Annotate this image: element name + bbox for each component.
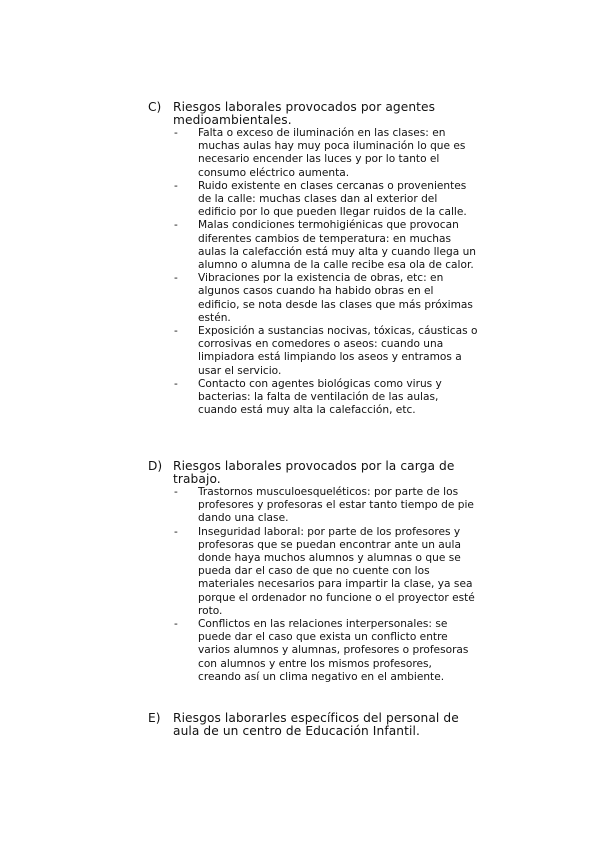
- section-letter: E): [148, 711, 161, 725]
- bullet-mark: -: [174, 618, 178, 631]
- bullet-list: [174, 486, 478, 684]
- bullet-mark: -: [174, 486, 178, 498]
- list-item: [174, 378, 478, 418]
- bullet-text: Falta o exceso de iluminación en las clases: en muchas aulas hay muy poca iluminación lo que es necesario encender las luces y por lo tanto el consumo eléctrico aumenta.: [198, 127, 466, 179]
- bullet-mark: -: [174, 272, 178, 285]
- section-heading: [148, 712, 478, 737]
- list-item: [174, 180, 478, 220]
- bullet-mark: -: [174, 219, 178, 232]
- section-e: [148, 712, 478, 737]
- bullet-mark: -: [174, 525, 178, 538]
- section-heading: [148, 460, 478, 485]
- section-c: [148, 101, 478, 417]
- section-letter: C): [148, 100, 162, 114]
- list-item: [174, 127, 478, 180]
- section-title: Riesgos laborales provocados por agentes medioambientales.: [173, 100, 436, 127]
- bullet-mark: -: [174, 325, 178, 338]
- section-title: Riesgos laborarles específicos del personal de aula de un centro de Educación Infantil.: [173, 711, 459, 738]
- list-item: [174, 486, 478, 526]
- bullet-text: Conflictos en las relaciones interpersonales: se puede dar el caso que exista un conflicto entre varios alumnos y alumnas, profesores o profesoras con alumnos y entre los mismos profesores, creando así un clima negativo en el ambiente.: [198, 618, 469, 683]
- section-d: [148, 460, 478, 684]
- section-title: Riesgos laborales provocados por la carga de trabajo.: [173, 459, 455, 486]
- list-item: [174, 325, 478, 378]
- list-item: [174, 219, 478, 272]
- bullet-text: Vibraciones por la existencia de obras, etc: en algunos casos cuando ha habido obras en el edificio, se nota desde las clases que más próximas estén.: [198, 272, 473, 324]
- section-heading: [148, 101, 478, 126]
- bullet-mark: -: [174, 179, 178, 192]
- bullet-text: Contacto con agentes biológicas como virus y bacterias: la falta de ventilación de las aulas, cuando está muy alta la calefacción, etc.: [198, 377, 442, 417]
- list-item: [174, 526, 478, 618]
- section-letter: D): [148, 459, 163, 473]
- list-item: [174, 272, 478, 325]
- bullet-text: Exposición a sustancias nocivas, tóxicas, cáusticas o corrosivas en comedores o aseos: cuando una limpiadora está limpiando los aseos y entramos a usar el servicio.: [198, 325, 478, 377]
- bullet-text: Inseguridad laboral: por parte de los profesores y profesoras que se puedan encontrar ante un aula donde haya muchos alumnos y alumnas o que se pueda dar el caso de que no cuente con los materiales necesarios para impartir la clase, ya sea porque el ordenador no funcione o el proyector esté roto.: [198, 525, 475, 617]
- bullet-text: Malas condiciones termohigiénicas que provocan diferentes cambios de temperatura: en muchas aulas la calefacción está muy alta y cuando llega un alumno o alumna de la calle recibe esa ola de calor.: [198, 219, 477, 272]
- bullet-mark: -: [174, 377, 178, 390]
- bullet-mark: -: [174, 127, 178, 139]
- bullet-text: Trastornos musculoesqueléticos: por parte de los profesores y profesoras el estar tanto tiempo de pie dando una clase.: [198, 486, 474, 525]
- bullet-list: [174, 127, 478, 417]
- bullet-text: Ruido existente en clases cercanas o provenientes de la calle: muchas clases dan al exterior del edificio por lo que pueden llegar ruidos de la calle.: [198, 179, 467, 219]
- list-item: [174, 618, 478, 684]
